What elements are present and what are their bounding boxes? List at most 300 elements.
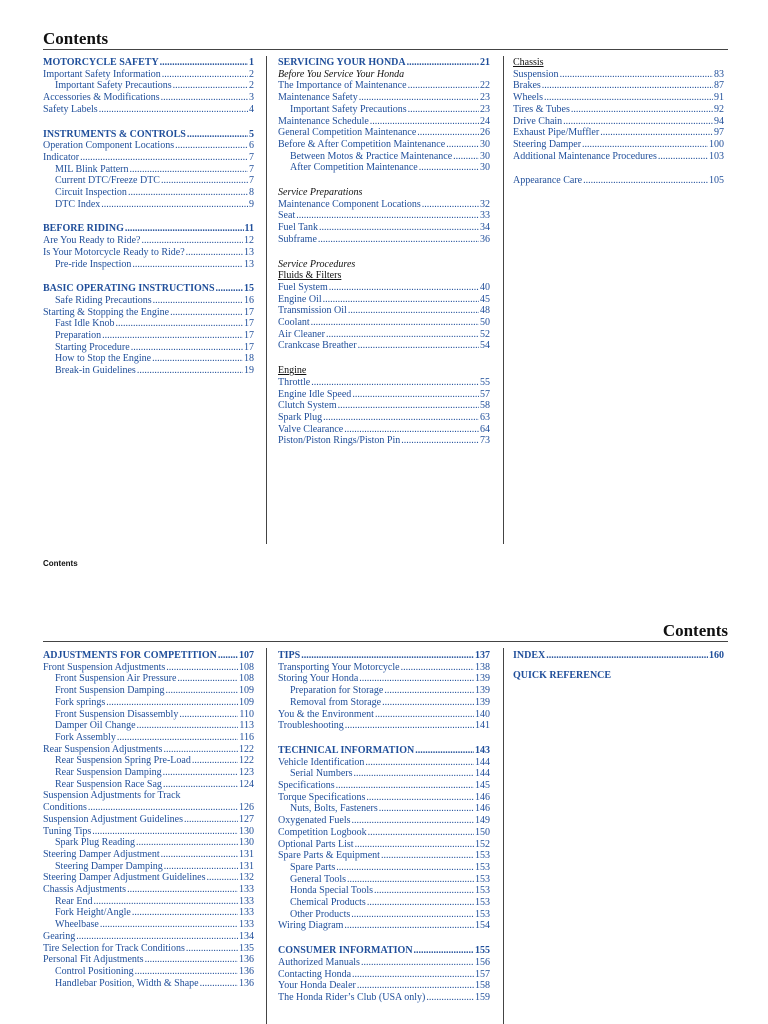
- dot-leader: [76, 931, 238, 943]
- toc-page-number: 139: [475, 673, 490, 685]
- toc-page-number: 45: [480, 293, 490, 305]
- toc-entry[interactable]: [43, 140, 254, 152]
- dot-leader: [544, 92, 713, 104]
- dot-leader: [200, 978, 238, 990]
- toc-entry[interactable]: [278, 920, 490, 932]
- toc-section-heading[interactable]: [278, 650, 490, 662]
- dot-leader: [101, 199, 248, 211]
- toc-entry[interactable]: [43, 943, 254, 955]
- toc-page-number: 110: [239, 708, 254, 720]
- toc-entry[interactable]: [43, 907, 254, 919]
- toc-entry[interactable]: [43, 330, 254, 342]
- toc-page-number: 133: [239, 895, 254, 907]
- toc-entry-label: The Honda Rider’s Club (USA only): [278, 991, 426, 1003]
- toc-entry[interactable]: [278, 412, 490, 424]
- toc-entry[interactable]: [43, 164, 254, 176]
- toc-entry[interactable]: [43, 884, 254, 896]
- toc-page-number: 122: [239, 755, 254, 767]
- toc-section-heading[interactable]: [278, 745, 490, 757]
- dot-leader: [415, 745, 474, 757]
- toc-page-number: 3: [249, 92, 254, 104]
- dot-leader: [351, 909, 474, 921]
- toc-section-heading[interactable]: [513, 650, 724, 662]
- dot-leader: [368, 827, 474, 839]
- toc-entry-label: Appearance Care: [513, 175, 583, 187]
- dot-leader: [301, 650, 474, 662]
- toc-entry[interactable]: [278, 317, 490, 329]
- toc-entry[interactable]: [43, 720, 254, 732]
- toc-page-number: 50: [480, 317, 490, 329]
- toc-entry-label: Suspension Adjustments for Track: [43, 790, 181, 802]
- toc-page-number: 127: [239, 813, 254, 825]
- toc-entry[interactable]: [278, 162, 490, 174]
- dot-leader: [361, 957, 474, 969]
- spacer: [43, 210, 254, 223]
- toc-entry[interactable]: [43, 767, 254, 779]
- toc-section-heading[interactable]: [278, 57, 490, 69]
- dot-leader: [130, 164, 248, 176]
- dot-leader: [359, 92, 479, 104]
- toc-entry-label: Before & After Competition Maintenance: [278, 138, 446, 150]
- toc-entry-label: General Tools: [290, 873, 347, 885]
- toc-entry[interactable]: [513, 116, 724, 128]
- toc-entry[interactable]: [513, 151, 724, 163]
- dot-leader: [206, 872, 238, 884]
- toc-entry-label: Fuel System: [278, 281, 328, 293]
- toc-entry-label: Gearing: [43, 930, 76, 942]
- toc-entry-label: TIPS: [278, 650, 301, 661]
- dot-leader: [102, 330, 243, 342]
- toc-entry[interactable]: [43, 709, 254, 721]
- toc-entry[interactable]: [278, 210, 490, 222]
- toc-entry-label: Break-in Guidelines: [55, 365, 136, 377]
- toc-entry[interactable]: [43, 353, 254, 365]
- toc-page-number: 105: [709, 175, 724, 187]
- toc-entry[interactable]: [43, 104, 254, 116]
- toc-page-number: 100: [709, 138, 724, 150]
- toc-entry[interactable]: [278, 673, 490, 685]
- dot-leader: [560, 69, 713, 81]
- dot-leader: [571, 104, 713, 116]
- dot-leader: [94, 896, 239, 908]
- toc-entry-label: Circuit Inspection: [55, 187, 127, 199]
- toc-entry-label: Is Your Motorcycle Ready to Ride?: [43, 246, 185, 258]
- toc-entry-label: Removal from Storage: [290, 696, 382, 708]
- toc-page-number: 17: [244, 306, 254, 318]
- toc-entry[interactable]: [43, 896, 254, 908]
- toc-entry-label: Pre-ride Inspection: [55, 258, 132, 270]
- toc-entry[interactable]: [278, 92, 490, 104]
- toc-entry-label: Engine Idle Speed: [278, 388, 352, 400]
- toc-entry[interactable]: [278, 909, 490, 921]
- toc-page-number: 22: [480, 80, 490, 92]
- toc-entry[interactable]: [278, 199, 490, 211]
- toc-entry-label: Rear Suspension Damping: [55, 767, 162, 779]
- toc-entry-label: Front Suspension Adjustments: [43, 661, 166, 673]
- toc-entry[interactable]: [278, 377, 490, 389]
- toc-entry-label: Air Cleaner: [278, 328, 325, 340]
- toc-entry[interactable]: [513, 127, 724, 139]
- toc-entry[interactable]: [43, 342, 254, 354]
- toc-entry[interactable]: [43, 259, 254, 271]
- toc-entry[interactable]: [278, 424, 490, 436]
- toc-page-number: 48: [480, 305, 490, 317]
- section-subheading: Service Preparations: [278, 187, 363, 199]
- toc-entry[interactable]: [43, 954, 254, 966]
- toc-page-number: 149: [475, 815, 490, 827]
- toc-entry[interactable]: [43, 247, 254, 259]
- toc-entry-label: Fuel Tank: [278, 222, 318, 234]
- toc-entry-label: Fork springs: [55, 696, 106, 708]
- toc-entry[interactable]: [43, 931, 254, 943]
- toc-page-number: 103: [709, 150, 724, 162]
- toc-page-number: 141: [475, 720, 490, 732]
- toc-page-number: 92: [714, 103, 724, 115]
- dot-leader: [563, 116, 713, 128]
- toc-entry[interactable]: [43, 69, 254, 81]
- toc-page-number: 7: [249, 175, 254, 187]
- toc-entry-label: TECHNICAL INFORMATION: [278, 744, 415, 756]
- toc-entry[interactable]: [278, 151, 490, 163]
- toc-entry-label: Troubleshooting: [278, 720, 344, 732]
- toc-entry[interactable]: [278, 957, 490, 969]
- toc-page-number: 133: [239, 884, 254, 896]
- toc-entry[interactable]: [278, 282, 490, 294]
- toc-entry-label: Crankcase Breather: [278, 340, 357, 352]
- toc-entry[interactable]: [278, 839, 490, 851]
- toc-page-number: 55: [480, 376, 490, 388]
- dot-leader: [323, 294, 479, 306]
- toc-entry[interactable]: [43, 861, 254, 873]
- toc-entry[interactable]: [278, 768, 490, 780]
- dot-leader: [582, 139, 708, 151]
- toc-entry-label: Authorized Manuals: [278, 956, 360, 968]
- toc-page-number: 113: [239, 720, 254, 732]
- toc-section-heading[interactable]: QUICK REFERENCE: [513, 669, 612, 681]
- dot-leader: [100, 919, 238, 931]
- toc-column-2: [278, 650, 490, 1004]
- toc-page-number: 18: [244, 353, 254, 365]
- toc-entry[interactable]: [43, 295, 254, 307]
- dot-leader: [546, 650, 708, 662]
- toc-section-heading[interactable]: [43, 129, 254, 141]
- dot-leader: [422, 199, 479, 211]
- toc-entry[interactable]: [43, 779, 254, 791]
- dot-leader: [136, 837, 238, 849]
- toc-column-3: [513, 57, 724, 187]
- toc-entry[interactable]: [278, 340, 490, 352]
- dot-leader: [296, 210, 479, 222]
- toc-page-number: 97: [714, 127, 724, 139]
- toc-entry[interactable]: [278, 104, 490, 116]
- dot-leader: [323, 412, 479, 424]
- toc-entry[interactable]: [278, 80, 490, 92]
- section-subheading: Service Procedures: [278, 258, 356, 270]
- dot-leader: [355, 839, 474, 851]
- toc-entry[interactable]: [43, 175, 254, 187]
- toc-entry-label: Are You Ready to Ride?: [43, 235, 141, 247]
- toc-entry-label: Rear Suspension Race Sag: [55, 778, 162, 790]
- toc-entry-label: Spare Parts & Equipment: [278, 850, 380, 862]
- dot-leader: [106, 697, 238, 709]
- toc-entry[interactable]: [43, 235, 254, 247]
- dot-leader: [345, 720, 474, 732]
- toc-page-number: 58: [480, 400, 490, 412]
- toc-entry-label: Subframe: [278, 233, 317, 245]
- toc-page-number: 157: [475, 968, 490, 980]
- title-rule: [43, 49, 728, 50]
- toc-entry[interactable]: [43, 697, 254, 709]
- toc-entry[interactable]: [278, 815, 490, 827]
- toc-page-number: 13: [244, 246, 254, 258]
- toc-page-number: 109: [239, 685, 254, 697]
- toc-entry[interactable]: [278, 897, 490, 909]
- toc-entry-label: You & the Environment: [278, 708, 374, 720]
- toc-entry-label: Honda Special Tools: [290, 885, 373, 897]
- toc-page-number: 15: [244, 283, 254, 295]
- toc-section-heading[interactable]: [43, 650, 254, 662]
- toc-page-number: 33: [480, 210, 490, 222]
- dot-leader: [173, 80, 248, 92]
- dot-leader: [600, 127, 713, 139]
- toc-page-number: 64: [480, 423, 490, 435]
- toc-entry[interactable]: [278, 827, 490, 839]
- toc-entry[interactable]: [43, 837, 254, 849]
- toc-entry-label: Fork Height/Angle: [55, 907, 131, 919]
- dot-leader: [365, 757, 474, 769]
- toc-page-number: 122: [239, 743, 254, 755]
- toc-entry-label: Chassis Adjustments: [43, 884, 127, 896]
- toc-entry[interactable]: [278, 435, 490, 447]
- toc-page-number: 153: [475, 861, 490, 873]
- dot-leader: [408, 104, 479, 116]
- toc-entry[interactable]: [278, 329, 490, 341]
- dot-leader: [358, 340, 479, 352]
- page-title: Contents: [43, 29, 109, 48]
- toc-entry-label: Personal Fit Adjustments: [43, 954, 144, 966]
- toc-entry[interactable]: [278, 294, 490, 306]
- toc-entry[interactable]: [278, 662, 490, 674]
- toc-page-number: 24: [480, 115, 490, 127]
- toc-page-number: 8: [249, 187, 254, 199]
- toc-entry[interactable]: [43, 744, 254, 756]
- toc-entry[interactable]: [278, 757, 490, 769]
- toc-entry[interactable]: [513, 69, 724, 81]
- dot-leader: [408, 80, 479, 92]
- toc-entry-label: General Competition Maintenance: [278, 127, 417, 139]
- dot-leader: [347, 874, 474, 886]
- toc-entry-label: Spare Parts: [290, 861, 336, 873]
- dot-leader: [179, 709, 238, 721]
- toc-entry-label: Tires & Tubes: [513, 103, 570, 115]
- toc-entry[interactable]: [278, 885, 490, 897]
- toc-entry[interactable]: [43, 685, 254, 697]
- dot-leader: [319, 222, 479, 234]
- column-divider: [503, 56, 504, 544]
- toc-entry-label: Important Safety Information: [43, 68, 161, 80]
- toc-entry-label: How to Stop the Engine: [55, 353, 152, 365]
- toc-entry-label: The Importance of Maintenance: [278, 80, 407, 92]
- dot-leader: [352, 969, 474, 981]
- toc-entry[interactable]: [43, 673, 254, 685]
- toc-entry-label: Between Motos & Practice Maintenance: [290, 150, 453, 162]
- dot-leader: [161, 849, 238, 861]
- toc-entry[interactable]: [278, 685, 490, 697]
- toc-entry[interactable]: [43, 92, 254, 104]
- dot-leader: [352, 815, 475, 827]
- toc-entry[interactable]: [278, 709, 490, 721]
- toc-entry[interactable]: [278, 697, 490, 709]
- toc-entry-label: Safety Labels: [43, 103, 98, 115]
- toc-page-number: 140: [475, 708, 490, 720]
- toc-entry-label: MIL Blink Pattern: [55, 163, 129, 175]
- toc-entry[interactable]: [513, 92, 724, 104]
- toc-entry[interactable]: [43, 662, 254, 674]
- toc-entry[interactable]: [43, 919, 254, 931]
- toc-section-heading[interactable]: [278, 945, 490, 957]
- dot-leader: [132, 907, 238, 919]
- toc-entry[interactable]: [278, 792, 490, 804]
- toc-entry-label: ADJUSTMENTS FOR COMPETITION: [43, 650, 217, 661]
- toc-page-number: 123: [239, 767, 254, 779]
- toc-entry-label: Serial Numbers: [290, 768, 353, 780]
- dot-leader: [359, 673, 474, 685]
- dot-leader: [142, 235, 244, 247]
- toc-entry[interactable]: [43, 755, 254, 767]
- toc-entry[interactable]: [43, 80, 254, 92]
- toc-page-number: 131: [239, 860, 254, 872]
- toc-entry-label: Front Suspension Disassembly: [55, 708, 179, 720]
- dot-leader: [311, 377, 479, 389]
- toc-entry[interactable]: [278, 127, 490, 139]
- toc-entry[interactable]: [43, 307, 254, 319]
- toc-entry[interactable]: [278, 862, 490, 874]
- toc-entry[interactable]: [278, 803, 490, 815]
- toc-page-number: 144: [475, 768, 490, 780]
- toc-entry-label: Valve Clearance: [278, 423, 344, 435]
- toc-entry[interactable]: [43, 732, 254, 744]
- toc-entry-label: Torque Specifications: [278, 791, 366, 803]
- spacer: [43, 270, 254, 283]
- toc-page-number: 54: [480, 340, 490, 352]
- toc-section-heading[interactable]: [43, 57, 254, 69]
- toc-page-number: 87: [714, 80, 724, 92]
- dot-leader: [366, 792, 474, 804]
- dot-leader: [117, 732, 239, 744]
- toc-entry[interactable]: [43, 365, 254, 377]
- toc-entry[interactable]: [43, 318, 254, 330]
- toc-entry[interactable]: [43, 978, 254, 990]
- toc-entry-label: Transmission Oil: [278, 305, 347, 317]
- toc-page-number: 153: [475, 850, 490, 862]
- dot-leader: [583, 175, 708, 187]
- toc-entry[interactable]: [278, 139, 490, 151]
- toc-entry[interactable]: [513, 104, 724, 116]
- title-rule-2: [43, 641, 728, 642]
- toc-entry[interactable]: [278, 969, 490, 981]
- dot-leader: [407, 57, 479, 69]
- toc-entry[interactable]: [278, 992, 490, 1004]
- dot-leader: [357, 980, 474, 992]
- toc-entry-label: Transporting Your Motorcycle: [278, 661, 400, 673]
- toc-entry[interactable]: [278, 389, 490, 401]
- dot-leader: [367, 897, 474, 909]
- column-divider: [503, 648, 504, 1024]
- dot-leader: [80, 152, 248, 164]
- toc-entry[interactable]: [43, 802, 254, 814]
- dot-leader: [152, 353, 243, 365]
- toc-entry[interactable]: [43, 966, 254, 978]
- dot-leader: [160, 57, 248, 69]
- toc-entry[interactable]: [278, 780, 490, 792]
- toc-page-number: 108: [239, 661, 254, 673]
- toc-entry[interactable]: [43, 187, 254, 199]
- toc-entry[interactable]: [43, 199, 254, 211]
- toc-page-number: 136: [239, 954, 254, 966]
- toc-page-number: 154: [475, 920, 490, 932]
- dot-leader: [186, 943, 238, 955]
- dot-leader: [175, 140, 248, 152]
- toc-entry[interactable]: [278, 720, 490, 732]
- dot-leader: [414, 945, 474, 957]
- toc-page-number: 132: [239, 872, 254, 884]
- toc-entry[interactable]: [278, 222, 490, 234]
- toc-entry[interactable]: [278, 305, 490, 317]
- toc-entry[interactable]: [278, 234, 490, 246]
- toc-entry-label: Wheels: [513, 92, 543, 104]
- dot-leader: [338, 400, 479, 412]
- dot-leader: [336, 862, 474, 874]
- dot-leader: [426, 992, 474, 1004]
- toc-page-number: 52: [480, 328, 490, 340]
- toc-entry[interactable]: [43, 814, 254, 826]
- toc-entry[interactable]: [43, 872, 254, 884]
- toc-page-number: 137: [475, 650, 490, 661]
- toc-entry[interactable]: [513, 175, 724, 187]
- toc-page-number: 19: [244, 365, 254, 377]
- toc-entry[interactable]: [278, 116, 490, 128]
- toc-section-heading[interactable]: [43, 223, 254, 235]
- toc-entry-label: Vehicle Identification: [278, 756, 365, 768]
- toc-entry[interactable]: [513, 80, 724, 92]
- toc-page-number: 32: [480, 198, 490, 210]
- toc-page-number: 143: [475, 744, 490, 756]
- toc-page-number: 5: [249, 128, 254, 140]
- toc-column-3: [513, 650, 724, 681]
- toc-entry[interactable]: [513, 139, 724, 151]
- toc-page-number: 160: [709, 650, 724, 661]
- toc-entry[interactable]: [43, 849, 254, 861]
- toc-entry[interactable]: [278, 980, 490, 992]
- toc-entry[interactable]: [43, 152, 254, 164]
- toc-page-number: 139: [475, 696, 490, 708]
- dot-leader: [375, 709, 474, 721]
- toc-section-heading[interactable]: [43, 283, 254, 295]
- toc-entry-label: Fast Idle Knob: [55, 318, 115, 330]
- dot-leader: [137, 720, 239, 732]
- dot-leader: [163, 779, 238, 791]
- toc-page-number: 116: [239, 731, 254, 743]
- toc-entry[interactable]: [278, 400, 490, 412]
- dot-leader: [166, 662, 238, 674]
- toc-entry-label: Steering Damper Adjustment Guidelines: [43, 872, 206, 884]
- toc-entry[interactable]: [43, 826, 254, 838]
- toc-entry[interactable]: [278, 874, 490, 886]
- toc-page-number: 30: [480, 162, 490, 174]
- dot-leader: [132, 259, 243, 271]
- toc-entry-label: Additional Maintenance Procedures: [513, 150, 657, 162]
- toc-entry[interactable]: [278, 850, 490, 862]
